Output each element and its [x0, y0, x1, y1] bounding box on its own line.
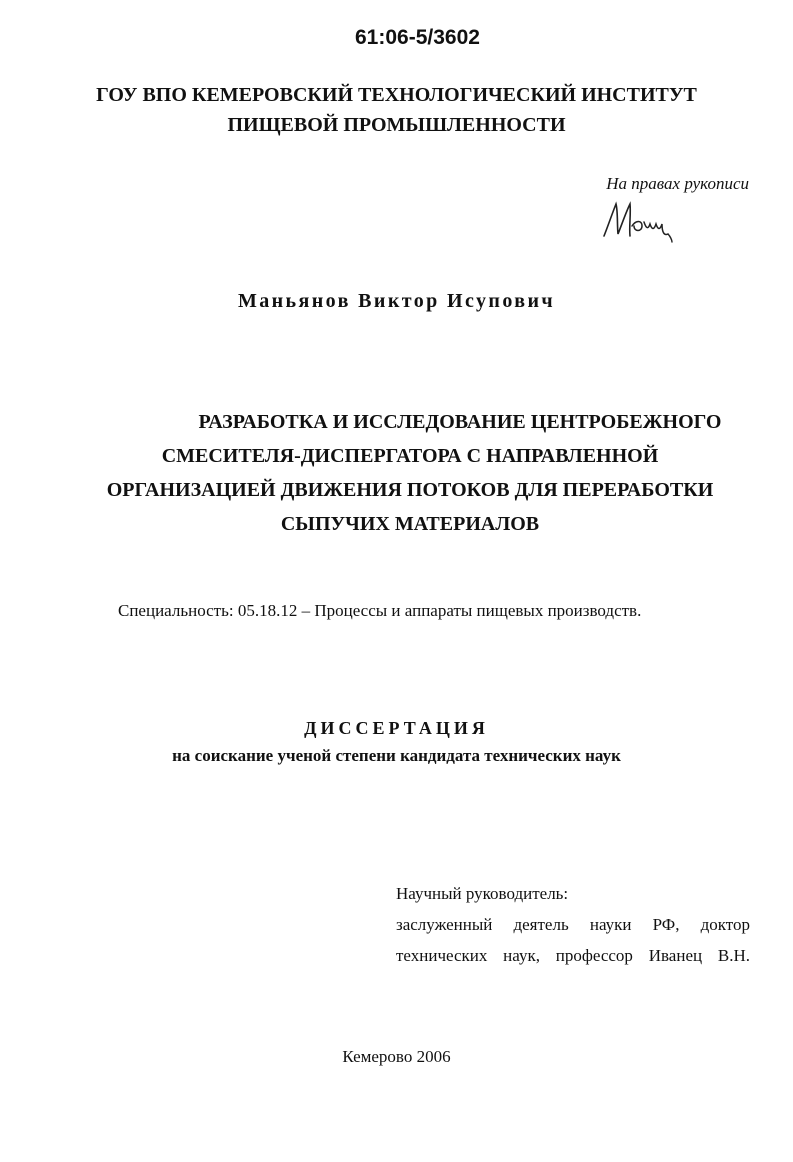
specialty: Специальность: 05.18.12 – Процессы и аппараты пищевых производств. — [118, 601, 642, 620]
title-line-4: СЫПУЧИХ МАТЕРИАЛОВ — [280, 513, 540, 535]
supervisor-line-2: технических наук, профессор Иванец В.Н. — [396, 946, 750, 965]
institution-line-1: ГОУ ВПО КЕМЕРОВСКИЙ ТЕХНОЛОГИЧЕСКИЙ ИНСТИТУТ — [96, 84, 697, 106]
supervisor-line-1: заслуженный деятель науки РФ, доктор — [396, 915, 750, 934]
dissertation-label: ДИССЕРТАЦИЯ — [304, 718, 489, 738]
signature — [598, 196, 688, 244]
supervisor-label: Научный руководитель: — [396, 884, 569, 903]
title-line-1: РАЗРАБОТКА И ИССЛЕДОВАНИЕ ЦЕНТРОБЕЖНОГО — [198, 411, 722, 433]
institution-line-2: ПИЩЕВОЙ ПРОМЫШЛЕННОСТИ — [227, 114, 566, 136]
rights-note: На правах рукописи — [606, 174, 749, 193]
supervisor-block — [396, 878, 750, 971]
dissertation-title — [60, 405, 760, 541]
title-line-2: СМЕСИТЕЛЯ-ДИСПЕРГАТОРА С НАПРАВЛЕННОЙ — [161, 445, 659, 467]
degree-line: на соискание ученой степени кандидата технических наук — [172, 746, 621, 765]
title-line-3: ОРГАНИЗАЦИЕЙ ДВИЖЕНИЯ ПОТОКОВ ДЛЯ ПЕРЕРАБОТКИ — [106, 479, 714, 501]
institution-name — [0, 80, 793, 140]
author-name: Маньянов Виктор Исупович — [237, 290, 556, 312]
document-code: 61:06-5/3602 — [355, 26, 480, 49]
city-year: Кемерово 2006 — [342, 1047, 451, 1066]
